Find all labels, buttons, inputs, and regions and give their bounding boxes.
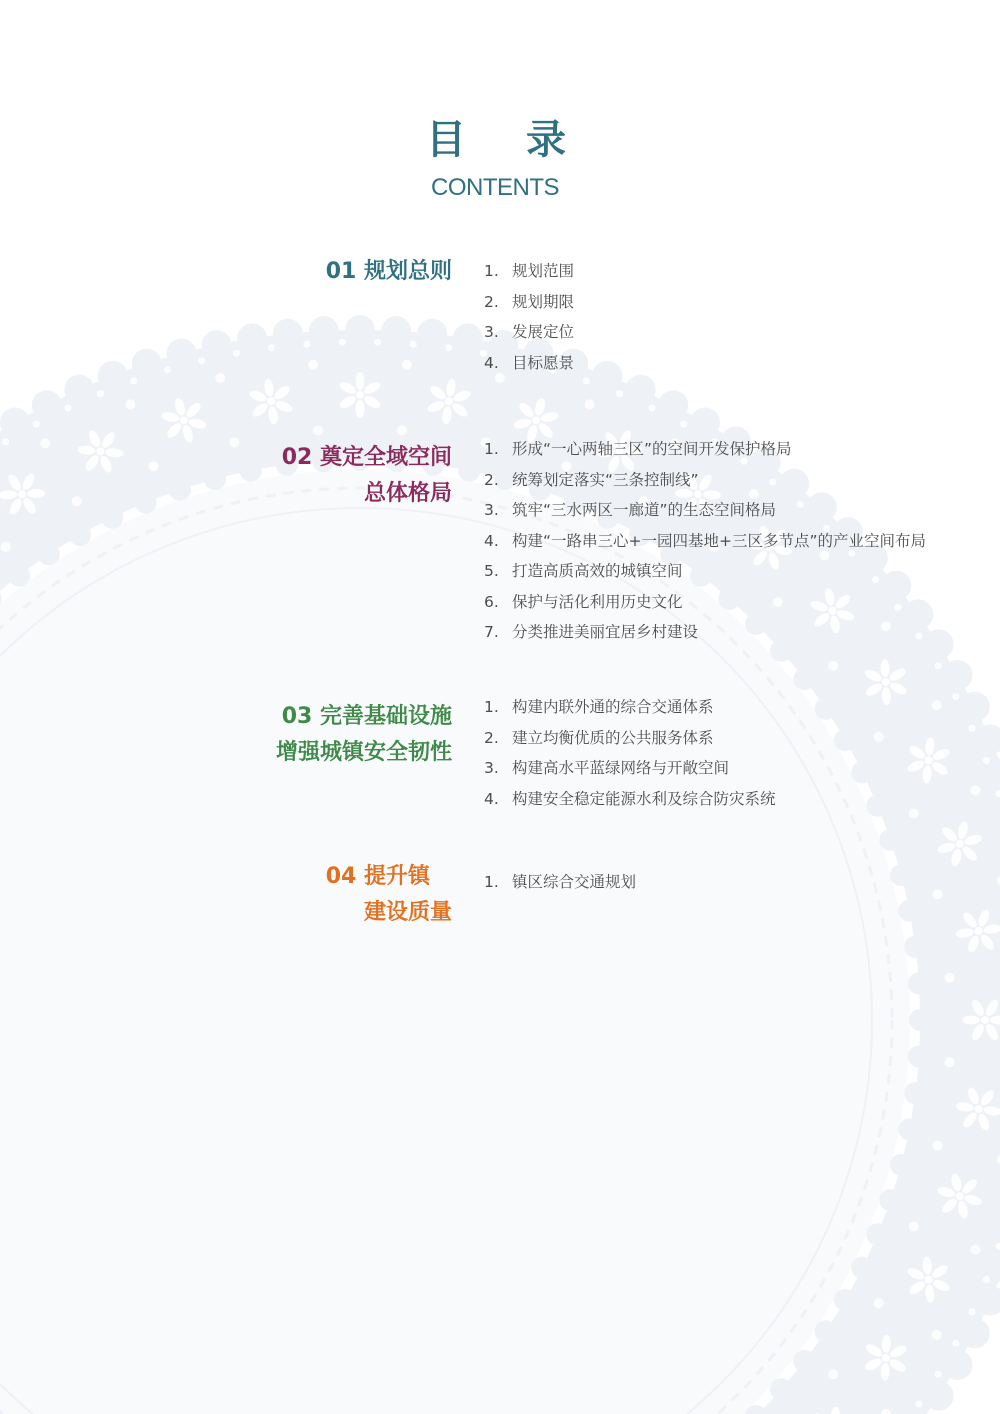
toc-item-number: 1. bbox=[484, 440, 499, 458]
toc-item-list bbox=[484, 692, 776, 814]
ornament-flower-center bbox=[882, 1354, 890, 1362]
ornament-hole bbox=[932, 1141, 942, 1151]
ornament-hole bbox=[585, 399, 595, 409]
ornament-flower-center bbox=[925, 1276, 933, 1284]
ornament-hole bbox=[148, 461, 158, 471]
ornament-hole bbox=[215, 373, 225, 383]
ornament-scallop bbox=[64, 375, 94, 405]
ornament-scallop bbox=[960, 1318, 990, 1348]
ornament-hole bbox=[72, 496, 82, 506]
ornament-hole bbox=[198, 357, 205, 364]
toc-item-title: 建立均衡优质的公共服务体系 bbox=[512, 728, 714, 747]
ornament-scallop bbox=[815, 698, 837, 720]
ornament-hole bbox=[402, 360, 412, 370]
ornament-flower-center bbox=[356, 391, 364, 399]
ornament-scallop bbox=[8, 565, 30, 587]
toc-item-list bbox=[484, 867, 636, 898]
toc-item bbox=[484, 587, 926, 618]
ornament-hole bbox=[828, 661, 838, 671]
toc-item-number: 4. bbox=[484, 789, 499, 808]
ornament-scallop bbox=[626, 375, 656, 405]
ornament-scallop bbox=[132, 349, 162, 379]
toc-item-number: 3. bbox=[484, 501, 499, 519]
ornament-scallop bbox=[890, 864, 912, 886]
ornament-flower-center bbox=[267, 397, 275, 405]
ornament-hole bbox=[915, 1401, 922, 1408]
toc-item-title: 构建安全稳定能源水利及综合防灾系统 bbox=[512, 789, 776, 808]
ornament-hole bbox=[33, 421, 40, 428]
ornament-scallop bbox=[879, 829, 901, 851]
ornament-hole bbox=[909, 808, 919, 818]
ornament-scallop bbox=[770, 1378, 792, 1400]
ornament-scallop bbox=[592, 361, 622, 391]
section-heading-line: 增强城镇安全韧性 bbox=[275, 740, 452, 765]
toc-item-number: 1. bbox=[484, 698, 499, 716]
ornament-scallop bbox=[69, 524, 91, 546]
ornament-scallop bbox=[815, 1320, 837, 1342]
toc-item bbox=[484, 317, 574, 348]
toc-item-title: 筑牢“三水两区一廊道”的生态空间格局 bbox=[512, 501, 777, 519]
ornament-scallop bbox=[32, 390, 62, 420]
ornament-scallop bbox=[866, 1223, 888, 1245]
ornament-hole bbox=[648, 405, 655, 412]
section-heading-line: 01 规划总则 bbox=[325, 259, 452, 284]
ornament-scallop bbox=[890, 1154, 912, 1176]
ornament-hole bbox=[313, 426, 323, 436]
toc-item bbox=[484, 465, 926, 496]
toc-item-title: 发展定位 bbox=[512, 323, 575, 341]
ornament-hole bbox=[229, 438, 239, 448]
ornament-hole bbox=[944, 1057, 954, 1067]
ornament-scallop bbox=[38, 543, 60, 565]
ornament-hole bbox=[445, 344, 452, 351]
ornament-hole bbox=[909, 1222, 919, 1232]
ornament-scallop bbox=[908, 972, 930, 994]
ornament-scallop bbox=[924, 1381, 954, 1411]
toc-item bbox=[484, 692, 776, 723]
toc-item-title: 构建“一路串三心+一园四基地+三区多节点”的产业空间布局 bbox=[512, 531, 927, 550]
toc-item bbox=[484, 495, 926, 526]
ornament-flower-center bbox=[956, 840, 964, 848]
ornament-flower-center bbox=[180, 416, 188, 424]
ornament-scallop bbox=[793, 1350, 815, 1372]
toc-item-title: 规划范围 bbox=[512, 262, 575, 280]
ornament-hole bbox=[952, 1340, 959, 1347]
toc-item-list bbox=[484, 256, 574, 378]
toc-item-title: 保护与活化利用历史文化 bbox=[512, 592, 683, 611]
toc-item-title: 打造高质高效的城镇空间 bbox=[512, 562, 683, 580]
section-heading bbox=[276, 699, 452, 771]
ornament-flower-center bbox=[882, 678, 890, 686]
ornament-scallop bbox=[204, 468, 226, 490]
ornament-scallop bbox=[458, 460, 480, 482]
ornament-hole bbox=[932, 1330, 942, 1340]
ornament-flower-center bbox=[532, 416, 540, 424]
page-title: 目 录 bbox=[426, 117, 566, 163]
toc-item-number: 2. bbox=[484, 470, 499, 489]
toc-item-number: 2. bbox=[484, 728, 499, 747]
ornament-scallop bbox=[101, 507, 123, 529]
toc-item bbox=[484, 256, 574, 287]
ornament-scallop bbox=[898, 900, 920, 922]
ornament-scallop bbox=[866, 795, 888, 817]
ornament-hole bbox=[935, 662, 942, 669]
toc-item-number: 1. bbox=[484, 262, 499, 280]
section-heading bbox=[326, 859, 452, 931]
toc-item-title: 构建内联外通的综合交通体系 bbox=[512, 698, 714, 716]
toc-item-title: 构建高水平蓝绿网络与开敞空间 bbox=[512, 759, 730, 777]
ornament-scallop bbox=[273, 319, 303, 349]
ornament-hole bbox=[268, 344, 275, 351]
ornament-hole bbox=[40, 438, 50, 448]
ornament-scallop bbox=[924, 629, 954, 659]
ornament-scallop bbox=[690, 407, 720, 437]
ornament-scallop bbox=[202, 330, 232, 360]
toc-item-number: 5. bbox=[484, 562, 499, 580]
ornament-scallop bbox=[908, 1046, 930, 1068]
toc-item-number: 4. bbox=[484, 531, 499, 550]
ornament-hole bbox=[952, 693, 959, 700]
ornament-petal bbox=[962, 1016, 980, 1025]
ornament-scallop bbox=[309, 316, 339, 346]
section-heading-line: 03 完善基础设施 bbox=[281, 704, 452, 729]
section-heading-line: 04 提升镇 bbox=[325, 864, 430, 889]
ornament-scallop bbox=[851, 761, 873, 783]
ornament-hole bbox=[308, 360, 318, 370]
ornament-hole bbox=[971, 785, 981, 795]
ornament-scallop bbox=[834, 1289, 856, 1311]
ornament-scallop bbox=[237, 323, 267, 353]
ornament-scallop bbox=[793, 668, 815, 690]
ornament-scallop bbox=[453, 323, 483, 353]
ornament-hole bbox=[97, 390, 104, 397]
ornament-hole bbox=[583, 377, 590, 384]
ornament-flower-center bbox=[18, 490, 26, 498]
toc-item-title: 目标愿景 bbox=[512, 353, 575, 372]
toc-item-number: 3. bbox=[484, 323, 499, 341]
ornament-hole bbox=[968, 725, 975, 732]
ornament-flower-center bbox=[956, 1192, 964, 1200]
toc-item-title: 形成“一心两轴三区”的空间开发保护格局 bbox=[512, 440, 792, 458]
ornament-scallop bbox=[381, 316, 411, 346]
toc-item-number: 4. bbox=[484, 353, 499, 372]
ornament-scallop bbox=[909, 1009, 931, 1031]
ornament-hole bbox=[874, 732, 884, 742]
toc-item-title: 规划期限 bbox=[512, 292, 575, 311]
toc-item bbox=[484, 287, 574, 318]
ornament-hole bbox=[944, 973, 954, 983]
ornament-hole bbox=[680, 421, 687, 428]
toc-item bbox=[484, 434, 926, 465]
page-subtitle: CONTENTS bbox=[431, 174, 559, 201]
toc-item bbox=[484, 867, 636, 898]
ornament-scallop bbox=[904, 936, 926, 958]
section-heading bbox=[326, 254, 452, 290]
section-heading bbox=[282, 440, 452, 512]
ornament-hole bbox=[233, 350, 240, 357]
toc-item-number: 6. bbox=[484, 592, 499, 611]
toc-item bbox=[484, 617, 926, 648]
ornament-scallop bbox=[904, 1082, 926, 1104]
toc-item bbox=[484, 348, 574, 379]
ornament-hole bbox=[65, 405, 72, 412]
ornament-hole bbox=[125, 399, 135, 409]
ornament-petal bbox=[356, 400, 365, 418]
ornament-hole bbox=[130, 377, 137, 384]
ornament-hole bbox=[339, 339, 346, 346]
toc-item-list bbox=[484, 434, 926, 648]
toc-item bbox=[484, 723, 776, 754]
toc-item-number: 7. bbox=[484, 623, 499, 641]
ornament-scallop bbox=[960, 692, 990, 722]
section-heading-line: 02 奠定全域空间 bbox=[281, 445, 452, 470]
ornament-hole bbox=[968, 1308, 975, 1315]
ornament-hole bbox=[303, 341, 310, 348]
ornament-hole bbox=[2, 438, 9, 445]
ornament-hole bbox=[374, 339, 381, 346]
section-heading-line: 总体格局 bbox=[363, 481, 452, 506]
ornament-scallop bbox=[417, 319, 447, 349]
ornament-hole bbox=[397, 426, 407, 436]
ornament-hole bbox=[616, 390, 623, 397]
toc-item-number: 3. bbox=[484, 759, 499, 777]
ornament-flower-center bbox=[975, 927, 983, 935]
ornament-hole bbox=[164, 366, 171, 373]
toc-item bbox=[484, 526, 926, 557]
toc-item-title: 镇区综合交通规划 bbox=[512, 873, 637, 891]
ornament-hole bbox=[874, 1298, 884, 1308]
ornament-scallop bbox=[0, 407, 30, 437]
ornament-hole bbox=[935, 1371, 942, 1378]
ornament-scallop bbox=[898, 1118, 920, 1140]
ornament-scallop bbox=[240, 460, 262, 482]
ornament-hole bbox=[983, 1276, 990, 1283]
ornament-scallop bbox=[169, 479, 191, 501]
toc-item-title: 统筹划定落实“三条控制线” bbox=[512, 470, 699, 489]
ornament-flower-center bbox=[925, 756, 933, 764]
ornament-scallop bbox=[658, 390, 688, 420]
ornament-scallop bbox=[943, 1350, 973, 1380]
ornament-hole bbox=[971, 1245, 981, 1255]
ornament-hole bbox=[932, 700, 942, 710]
ornament-flower-center bbox=[981, 1016, 989, 1024]
ornament-scallop bbox=[135, 492, 157, 514]
toc-item-number: 2. bbox=[484, 292, 499, 311]
section-heading-line: 建设质量 bbox=[363, 900, 452, 925]
toc-item-title: 分类推进美丽宜居乡村建设 bbox=[512, 623, 699, 641]
ornament-hole bbox=[828, 1369, 838, 1379]
ornament-hole bbox=[932, 889, 942, 899]
ornament-scallop bbox=[98, 361, 128, 391]
ornament-scallop bbox=[834, 729, 856, 751]
ornament-hole bbox=[410, 341, 417, 348]
toc-item bbox=[484, 784, 776, 815]
toc-item-number: 1. bbox=[484, 873, 499, 891]
ornament-scallop bbox=[166, 339, 196, 369]
ornament-hole bbox=[1, 542, 11, 552]
ornament-flower-center bbox=[96, 447, 104, 455]
toc-item bbox=[484, 556, 926, 587]
ornament-petal bbox=[356, 372, 365, 390]
ornament-scallop bbox=[345, 315, 375, 345]
ornament-scallop bbox=[879, 1189, 901, 1211]
ornament-scallop bbox=[851, 1257, 873, 1279]
toc-item bbox=[484, 753, 776, 784]
ornament-hole bbox=[983, 757, 990, 764]
ornament-flower-center bbox=[975, 1105, 983, 1113]
ornament-scallop bbox=[943, 660, 973, 690]
ornament-flower-center bbox=[445, 397, 453, 405]
